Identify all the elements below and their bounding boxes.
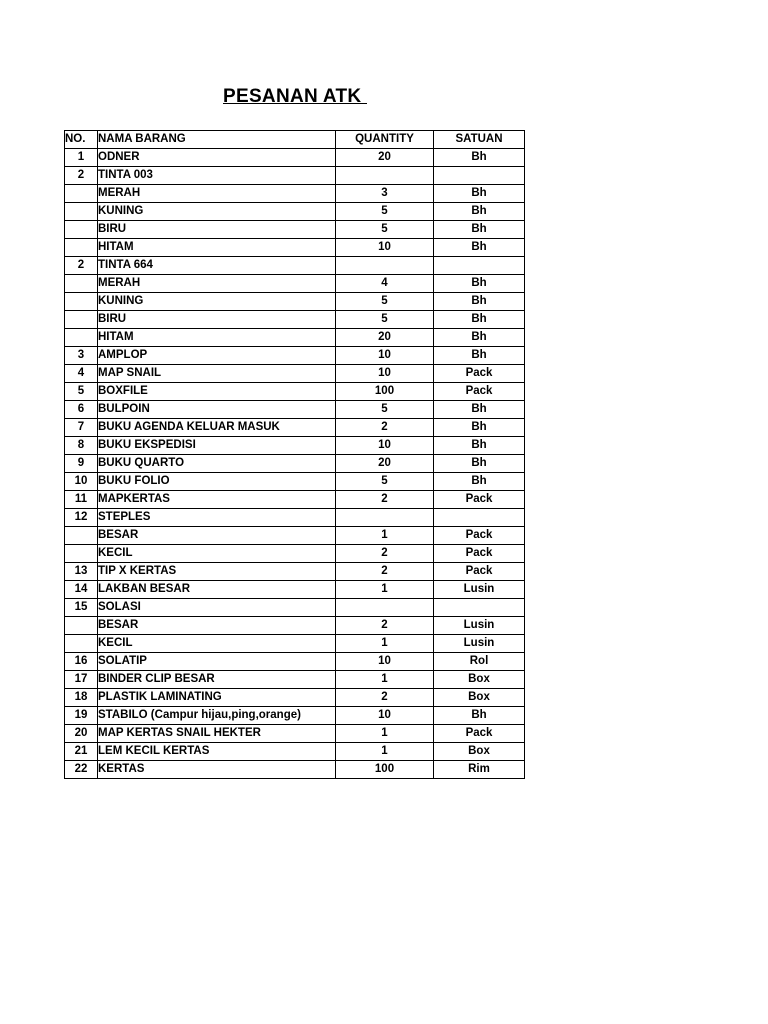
item-quantity: 10 bbox=[336, 239, 434, 257]
item-unit: Lusin bbox=[434, 635, 525, 653]
header-name: NAMA BARANG bbox=[98, 131, 336, 149]
header-quantity: QUANTITY bbox=[336, 131, 434, 149]
order-table bbox=[64, 130, 525, 779]
row-number bbox=[65, 329, 98, 347]
item-unit: Box bbox=[434, 671, 525, 689]
item-quantity: 10 bbox=[336, 437, 434, 455]
item-unit: Bh bbox=[434, 707, 525, 725]
item-quantity: 2 bbox=[336, 419, 434, 437]
row-number: 15 bbox=[65, 599, 98, 617]
table-row bbox=[65, 293, 525, 311]
row-number: 16 bbox=[65, 653, 98, 671]
item-name: MERAH bbox=[98, 275, 336, 293]
item-unit: Bh bbox=[434, 401, 525, 419]
document-title: PESANAN ATK bbox=[223, 86, 367, 107]
item-name: STABILO (Campur hijau,ping,orange) bbox=[98, 707, 336, 725]
row-number: 19 bbox=[65, 707, 98, 725]
item-quantity bbox=[336, 599, 434, 617]
item-quantity: 5 bbox=[336, 293, 434, 311]
table-row bbox=[65, 761, 525, 779]
item-unit: Pack bbox=[434, 545, 525, 563]
item-name: STEPLES bbox=[98, 509, 336, 527]
item-quantity: 5 bbox=[336, 401, 434, 419]
table-row bbox=[65, 491, 525, 509]
item-quantity: 20 bbox=[336, 455, 434, 473]
item-quantity: 1 bbox=[336, 671, 434, 689]
row-number bbox=[65, 203, 98, 221]
item-quantity: 5 bbox=[336, 221, 434, 239]
table-row bbox=[65, 239, 525, 257]
item-name: BESAR bbox=[98, 527, 336, 545]
table-row bbox=[65, 329, 525, 347]
item-unit: Bh bbox=[434, 437, 525, 455]
row-number: 6 bbox=[65, 401, 98, 419]
item-name: TINTA 664 bbox=[98, 257, 336, 275]
table-row bbox=[65, 671, 525, 689]
item-name: BUKU QUARTO bbox=[98, 455, 336, 473]
item-quantity: 4 bbox=[336, 275, 434, 293]
item-name: BINDER CLIP BESAR bbox=[98, 671, 336, 689]
table-row bbox=[65, 221, 525, 239]
table-row bbox=[65, 347, 525, 365]
table-row bbox=[65, 275, 525, 293]
row-number: 20 bbox=[65, 725, 98, 743]
item-unit: Pack bbox=[434, 491, 525, 509]
table-row bbox=[65, 635, 525, 653]
item-quantity: 1 bbox=[336, 635, 434, 653]
row-number bbox=[65, 617, 98, 635]
item-name: BULPOIN bbox=[98, 401, 336, 419]
table-row bbox=[65, 617, 525, 635]
item-name: SOLASI bbox=[98, 599, 336, 617]
table-row bbox=[65, 563, 525, 581]
item-unit: Bh bbox=[434, 185, 525, 203]
table-row bbox=[65, 311, 525, 329]
row-number bbox=[65, 311, 98, 329]
item-name: BIRU bbox=[98, 221, 336, 239]
item-quantity: 2 bbox=[336, 689, 434, 707]
item-quantity: 1 bbox=[336, 527, 434, 545]
table-row bbox=[65, 599, 525, 617]
item-quantity: 2 bbox=[336, 491, 434, 509]
item-name: SOLATIP bbox=[98, 653, 336, 671]
item-quantity: 1 bbox=[336, 725, 434, 743]
item-name: KUNING bbox=[98, 203, 336, 221]
item-quantity: 5 bbox=[336, 473, 434, 491]
item-unit: Rim bbox=[434, 761, 525, 779]
table-row bbox=[65, 707, 525, 725]
item-quantity: 2 bbox=[336, 617, 434, 635]
item-unit: Box bbox=[434, 743, 525, 761]
item-unit: Bh bbox=[434, 347, 525, 365]
item-quantity: 20 bbox=[336, 149, 434, 167]
header-no: NO. bbox=[65, 131, 98, 149]
item-quantity: 1 bbox=[336, 743, 434, 761]
item-name: BOXFILE bbox=[98, 383, 336, 401]
item-name: MERAH bbox=[98, 185, 336, 203]
row-number bbox=[65, 545, 98, 563]
row-number: 10 bbox=[65, 473, 98, 491]
item-unit: Bh bbox=[434, 419, 525, 437]
table-row bbox=[65, 419, 525, 437]
table-row bbox=[65, 725, 525, 743]
item-name: KERTAS bbox=[98, 761, 336, 779]
item-quantity bbox=[336, 509, 434, 527]
row-number: 3 bbox=[65, 347, 98, 365]
item-name: BESAR bbox=[98, 617, 336, 635]
item-name: BUKU AGENDA KELUAR MASUK bbox=[98, 419, 336, 437]
item-quantity: 10 bbox=[336, 347, 434, 365]
header-unit: SATUAN bbox=[434, 131, 525, 149]
item-name: MAP SNAIL bbox=[98, 365, 336, 383]
item-name: HITAM bbox=[98, 329, 336, 347]
item-quantity: 10 bbox=[336, 365, 434, 383]
item-unit bbox=[434, 599, 525, 617]
item-quantity: 20 bbox=[336, 329, 434, 347]
item-name: KECIL bbox=[98, 635, 336, 653]
row-number: 11 bbox=[65, 491, 98, 509]
row-number bbox=[65, 635, 98, 653]
row-number bbox=[65, 221, 98, 239]
item-unit: Pack bbox=[434, 365, 525, 383]
item-quantity bbox=[336, 257, 434, 275]
row-number bbox=[65, 527, 98, 545]
table-row bbox=[65, 185, 525, 203]
table-row bbox=[65, 473, 525, 491]
table-row bbox=[65, 257, 525, 275]
item-unit: Pack bbox=[434, 527, 525, 545]
row-number bbox=[65, 275, 98, 293]
row-number: 21 bbox=[65, 743, 98, 761]
table-row bbox=[65, 401, 525, 419]
table-row bbox=[65, 527, 525, 545]
row-number: 5 bbox=[65, 383, 98, 401]
item-name: BIRU bbox=[98, 311, 336, 329]
row-number: 1 bbox=[65, 149, 98, 167]
table-header-row bbox=[65, 131, 525, 149]
item-name: MAP KERTAS SNAIL HEKTER bbox=[98, 725, 336, 743]
table-row bbox=[65, 509, 525, 527]
item-unit: Lusin bbox=[434, 617, 525, 635]
item-unit: Rol bbox=[434, 653, 525, 671]
table-body bbox=[65, 149, 525, 779]
item-unit: Lusin bbox=[434, 581, 525, 599]
item-quantity: 2 bbox=[336, 563, 434, 581]
item-unit: Pack bbox=[434, 563, 525, 581]
item-unit: Bh bbox=[434, 329, 525, 347]
item-name: TIP X KERTAS bbox=[98, 563, 336, 581]
item-unit: Pack bbox=[434, 383, 525, 401]
item-quantity: 5 bbox=[336, 203, 434, 221]
item-name: KUNING bbox=[98, 293, 336, 311]
item-unit bbox=[434, 509, 525, 527]
item-name: BUKU EKSPEDISI bbox=[98, 437, 336, 455]
item-unit: Box bbox=[434, 689, 525, 707]
item-unit: Bh bbox=[434, 293, 525, 311]
table-row bbox=[65, 653, 525, 671]
item-unit: Bh bbox=[434, 455, 525, 473]
row-number: 7 bbox=[65, 419, 98, 437]
table-row bbox=[65, 689, 525, 707]
item-unit: Bh bbox=[434, 221, 525, 239]
item-name: ODNER bbox=[98, 149, 336, 167]
item-quantity: 10 bbox=[336, 653, 434, 671]
item-unit: Pack bbox=[434, 725, 525, 743]
item-quantity: 3 bbox=[336, 185, 434, 203]
table-row bbox=[65, 437, 525, 455]
table-row bbox=[65, 203, 525, 221]
item-unit: Bh bbox=[434, 239, 525, 257]
table-row bbox=[65, 383, 525, 401]
row-number: 22 bbox=[65, 761, 98, 779]
item-name: KECIL bbox=[98, 545, 336, 563]
table-row bbox=[65, 455, 525, 473]
item-unit: Bh bbox=[434, 275, 525, 293]
item-unit bbox=[434, 257, 525, 275]
item-unit: Bh bbox=[434, 473, 525, 491]
item-quantity bbox=[336, 167, 434, 185]
table-row bbox=[65, 149, 525, 167]
item-quantity: 1 bbox=[336, 581, 434, 599]
row-number: 8 bbox=[65, 437, 98, 455]
row-number: 12 bbox=[65, 509, 98, 527]
row-number: 2 bbox=[65, 257, 98, 275]
item-name: LEM KECIL KERTAS bbox=[98, 743, 336, 761]
item-name: TINTA 003 bbox=[98, 167, 336, 185]
table-row bbox=[65, 581, 525, 599]
item-quantity: 2 bbox=[336, 545, 434, 563]
row-number: 9 bbox=[65, 455, 98, 473]
item-name: PLASTIK LAMINATING bbox=[98, 689, 336, 707]
item-unit: Bh bbox=[434, 311, 525, 329]
item-unit: Bh bbox=[434, 203, 525, 221]
table-row bbox=[65, 365, 525, 383]
row-number bbox=[65, 293, 98, 311]
item-name: AMPLOP bbox=[98, 347, 336, 365]
row-number bbox=[65, 185, 98, 203]
table-row bbox=[65, 545, 525, 563]
item-name: HITAM bbox=[98, 239, 336, 257]
item-quantity: 100 bbox=[336, 383, 434, 401]
row-number: 2 bbox=[65, 167, 98, 185]
item-name: BUKU FOLIO bbox=[98, 473, 336, 491]
item-unit bbox=[434, 167, 525, 185]
item-quantity: 100 bbox=[336, 761, 434, 779]
item-name: MAPKERTAS bbox=[98, 491, 336, 509]
row-number: 13 bbox=[65, 563, 98, 581]
item-quantity: 5 bbox=[336, 311, 434, 329]
item-name: LAKBAN BESAR bbox=[98, 581, 336, 599]
row-number: 14 bbox=[65, 581, 98, 599]
item-quantity: 10 bbox=[336, 707, 434, 725]
row-number: 17 bbox=[65, 671, 98, 689]
table-row bbox=[65, 167, 525, 185]
row-number: 18 bbox=[65, 689, 98, 707]
row-number bbox=[65, 239, 98, 257]
row-number: 4 bbox=[65, 365, 98, 383]
table-row bbox=[65, 743, 525, 761]
item-unit: Bh bbox=[434, 149, 525, 167]
